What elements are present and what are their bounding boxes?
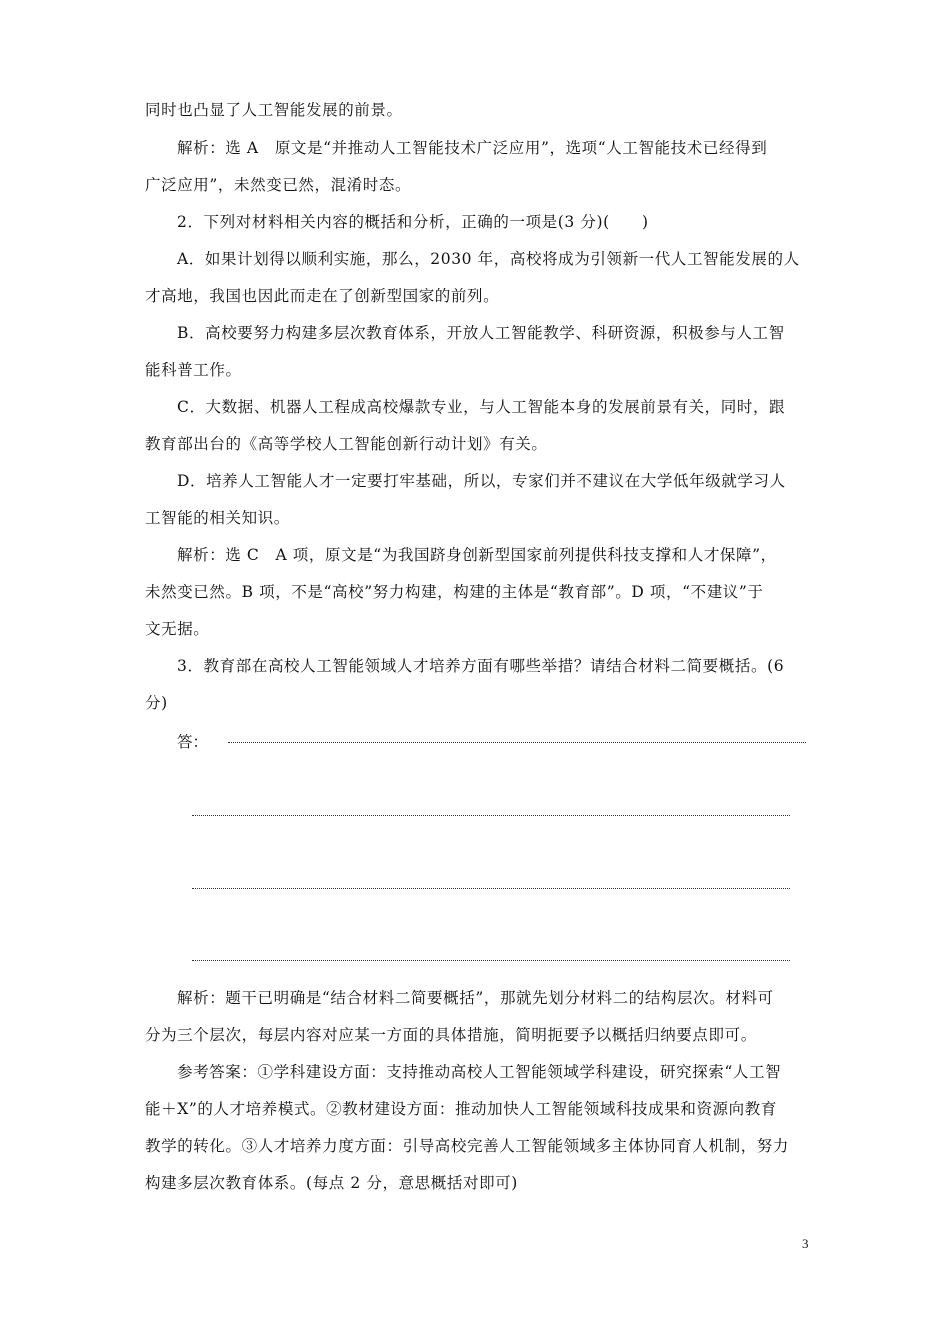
text-line: 教育部出台的《高等学校人工智能创新行动计划》有关。 (145, 435, 548, 453)
analysis-2-line: 解析：选 C A 项，原文是“为我国跻身创新型国家前列提供科技支撑和人才保障”， (177, 546, 777, 564)
text-line: 教学的转化。③人才培养力度方面：引导高校完善人工智能领域多主体协同育人机制，努力 (145, 1137, 790, 1155)
option-c-line: C．大数据、机器人工程成高校爆款专业，与人工智能本身的发展前景有关，同时，跟 (177, 398, 786, 416)
option-b-line: B．高校要努力构建多层次教育体系，开放人工智能教学、科研资源，积极参与人工智 (177, 324, 785, 342)
text-line: 构建多层次教育体系。(每点 2 分，意思概括对即可) (145, 1174, 518, 1192)
text-line: 分) (145, 694, 168, 712)
page-number: 3 (802, 1236, 809, 1251)
text-line: 广泛应用”，未然变已然，混淆时态。 (145, 176, 412, 194)
text-line: 工智能的相关知识。 (145, 509, 290, 527)
answer-blank-line[interactable] (192, 815, 790, 816)
answer-label: 答： (177, 733, 209, 751)
text-line: 同时也凸显了人工智能发展的前景。 (145, 101, 403, 119)
text-line: 未然变已然。B 项，不是“高校”努力构建，构建的主体是“教育部”。D 项，“不建议”于 (145, 583, 764, 601)
text-line: 能＋X”的人才培养模式。②教材建设方面：推动加快人工智能领域科技成果和资源向教育 (145, 1100, 777, 1118)
question-2-stem: 2．下列对材料相关内容的概括和分析，正确的一项是(3 分)( ) (177, 213, 649, 231)
analysis-3-line: 解析：题干已明确是“结合材料二简要概括”，那就先划分材料二的结构层次。材料可 (177, 989, 774, 1007)
answer-blank-line[interactable] (192, 960, 790, 961)
option-a-line: A．如果计划得以顺利实施，那么，2030 年，高校将成为引领新一代人工智能发展的人 (177, 250, 800, 268)
reference-answer-line: 参考答案：①学科建设方面：支持推动高校人工智能领域学科建设，研究探索“人工智 (177, 1063, 782, 1081)
option-d-line: D．培养人工智能人才一定要打牢基础，所以，专家们并不建议在大学低年级就学习人 (177, 472, 786, 490)
analysis-1-line: 解析：选 A 原文是“并推动人工智能技术广泛应用”，选项“人工智能技术已经得到 (177, 139, 768, 157)
text-line: 文无据。 (145, 620, 210, 638)
text-line: 能科普工作。 (145, 361, 242, 379)
question-3-stem: 3．教育部在高校人工智能领域人才培养方面有哪些举措？请结合材料二简要概括。(6 (177, 657, 785, 675)
answer-blank-line[interactable] (228, 742, 806, 743)
text-line: 才高地，我国也因此而走在了创新型国家的前列。 (145, 287, 500, 305)
text-line: 分为三个层次，每层内容对应某一方面的具体措施，简明扼要予以概括归纳要点即可。 (145, 1026, 757, 1044)
answer-blank-line[interactable] (192, 888, 790, 889)
